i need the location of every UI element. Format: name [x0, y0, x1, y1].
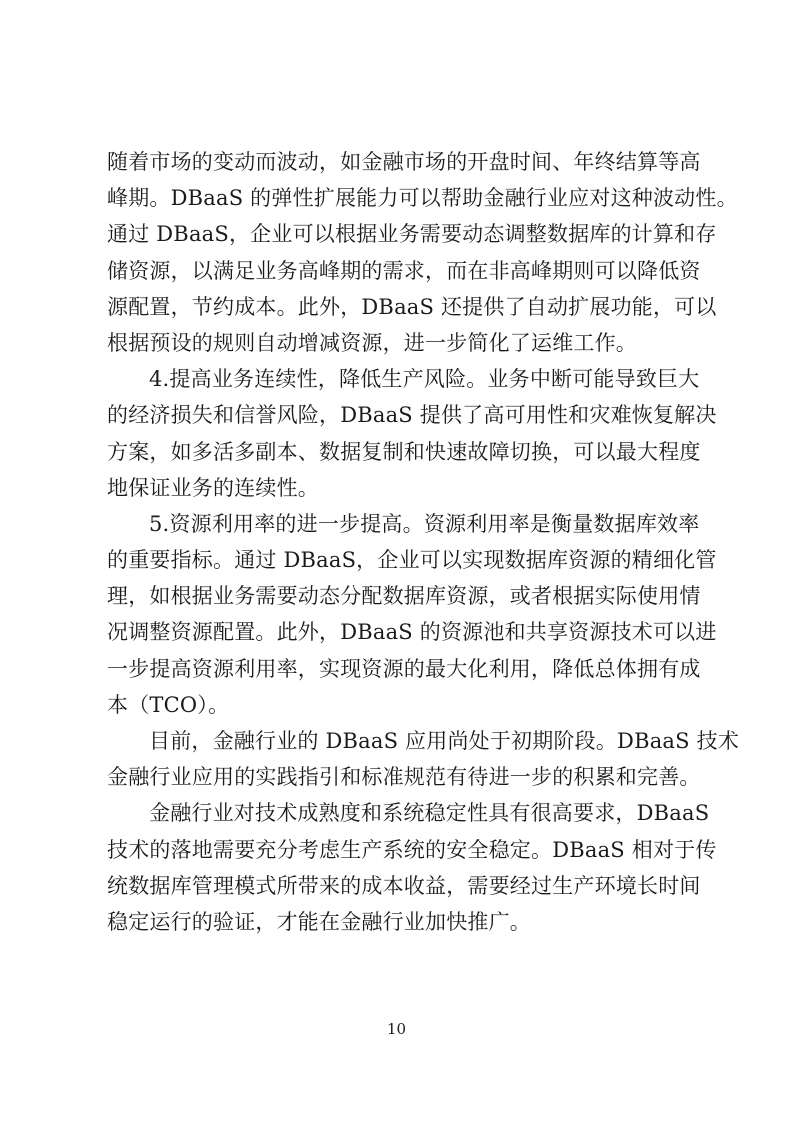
text-line: 的重要指标。通过 DBaaS，企业可以实现数据库资源的精细化管: [107, 548, 717, 573]
text-line: 峰期。DBaaS 的弹性扩展能力可以帮助金融行业应对这种波动性。: [107, 186, 738, 211]
text-line: 储资源，以满足业务高峰期的需求，而在非高峰期则可以降低资: [107, 258, 701, 283]
text-line: 统数据库管理模式所带来的成本收益，需要经过生产环境长时间: [107, 873, 701, 898]
page-number: 10: [386, 1020, 407, 1038]
text-line: 理，如根据业务需要动态分配数据库资源，或者根据实际使用情: [107, 584, 701, 609]
text-line: 目前，金融行业的 DBaaS 应用尚处于初期阶段。DBaaS 技术: [149, 729, 740, 753]
text-line: 一步提高资源利用率，实现资源的最大化利用，降低总体拥有成: [107, 656, 701, 681]
text-line: 方案，如多活多副本、数据复制和快速故障切换，可以最大程度: [107, 439, 701, 464]
text-line: 通过 DBaaS，企业可以根据业务需要动态调整数据库的计算和存: [107, 222, 717, 247]
text-line: 况调整资源配置。此外，DBaaS 的资源池和共享资源技术可以进: [107, 620, 717, 645]
text-line: 4.提高业务连续性，降低生产风险。业务中断可能导致巨大: [149, 367, 700, 392]
text-line: 技术的落地需要充分考虑生产系统的安全稳定。DBaaS 相对于传: [107, 837, 717, 862]
text-line: 稳定运行的验证，才能在金融行业加快推广。: [107, 909, 531, 934]
text-line: 金融行业对技术成熟度和系统稳定性具有很高要求，DBaaS: [149, 801, 710, 826]
text-line: 金融行业应用的实践指引和标准规范有待进一步的积累和完善。: [107, 765, 701, 790]
text-line: 的经济损失和信誉风险，DBaaS 提供了高可用性和灾难恢复解决: [107, 403, 717, 428]
text-line: 地保证业务的连续性。: [107, 475, 319, 500]
text-line: 根据预设的规则自动增减资源，进一步简化了运维工作。: [107, 330, 637, 355]
text-line: 5.资源利用率的进一步提高。资源利用率是衡量数据库效率: [149, 511, 700, 536]
text-line: 随着市场的变动而波动，如金融市场的开盘时间、年终结算等高: [107, 150, 701, 174]
text-line: 源配置，节约成本。此外，DBaaS 还提供了自动扩展功能，可以: [107, 294, 717, 319]
text-line: 本（TCO）。: [107, 692, 230, 717]
body-text: [107, 144, 740, 940]
